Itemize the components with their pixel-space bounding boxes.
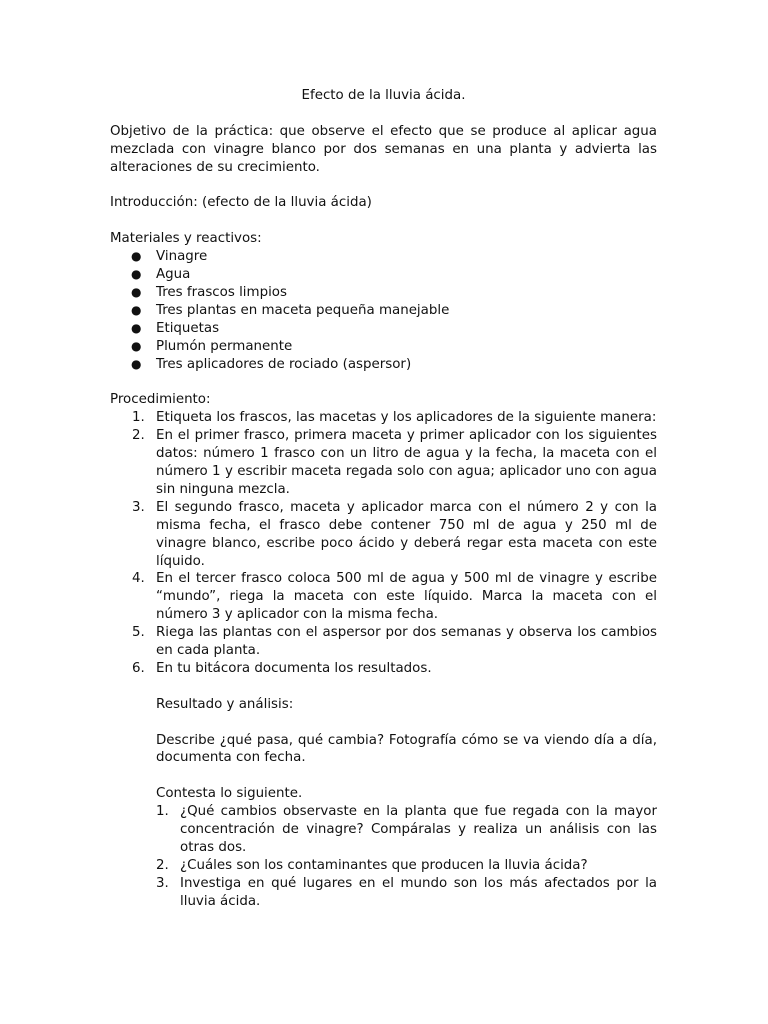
materials-heading: Materiales y reactivos: — [110, 231, 262, 247]
list-item: ● Tres frascos limpios — [131, 284, 287, 300]
procedure-heading: Procedimiento: — [110, 392, 211, 408]
procedure-step: 2. En el primer frasco, primera maceta y primer aplicador con los siguientes datos: número 1 frasco con un litro de agua y la fecha, la maceta con el número 1 y escribir maceta regada solo con agua; aplicador uno con agua sin ninguna mezcla. — [132, 428, 657, 497]
list-item: ● Agua — [131, 267, 191, 283]
results-description: Describe ¿qué pasa, qué cambia? Fotografía cómo se va viendo día a día, documenta con fecha. — [156, 732, 657, 766]
bullet-icon: ● — [131, 356, 142, 371]
introduction-line: Introducción: (efecto de la lluvia ácida) — [110, 195, 372, 211]
results-heading: Resultado y análisis: — [156, 696, 294, 712]
bullet-icon: ● — [131, 302, 142, 317]
list-item: ● Tres plantas en maceta pequeña manejable — [131, 302, 450, 318]
procedure-step: 5. Riega las plantas con el aspersor por dos semanas y observa los cambios en cada planta. — [132, 625, 657, 659]
questions-heading: Contesta lo siguiente. — [156, 786, 303, 802]
list-item: ● Vinagre — [131, 249, 208, 265]
list-item: ● Plumón permanente — [131, 338, 293, 354]
materials-list — [110, 248, 657, 373]
objective-paragraph: Objetivo de la práctica: que observe el efecto que se produce al aplicar agua mezclada con vinagre blanco por dos semanas en una planta y advierta las alteraciones de su crecimiento. — [110, 123, 657, 175]
list-item: ● Etiquetas — [131, 320, 220, 336]
question-item: 1. ¿Qué cambios observaste en la planta que fue regada con la mayor concentración de vinagre? Compáralas y realiza un análisis con las otras dos. — [156, 804, 657, 855]
procedure-step: 1. Etiqueta los frascos, las macetas y los aplicadores de la siguiente manera: — [132, 410, 657, 426]
procedure-step: 4. En el tercer frasco coloca 500 ml de agua y 500 ml de vinagre y escribe “mundo”, riega la maceta con este líquido. Marca la maceta con el número 3 y aplicador con la misma fecha. — [132, 571, 657, 623]
bullet-icon: ● — [131, 284, 142, 299]
procedure-step: 3. El segundo frasco, maceta y aplicador marca con el número 2 y con la misma fecha, el frasco debe contener 750 ml de agua y 250 ml de vinagre blanco, escribe poco ácido y deberá regar esta maceta con este líquido. — [132, 499, 657, 569]
bullet-icon: ● — [131, 338, 142, 353]
question-item: 3. Investiga en qué lugares en el mundo son los más afectados por la lluvia ácida. — [156, 875, 657, 909]
document-body — [110, 87, 657, 911]
bullet-icon: ● — [131, 320, 142, 335]
list-item: ● Tres aplicadores de rociado (aspersor) — [131, 356, 412, 372]
bullet-icon: ● — [131, 267, 142, 282]
document-title: Efecto de la lluvia ácida. — [301, 88, 466, 103]
procedure-list — [110, 409, 657, 678]
bullet-icon: ● — [131, 249, 142, 264]
question-item: 2. ¿Cuáles son los contaminantes que producen la lluvia ácida? — [156, 857, 588, 873]
questions-list — [110, 803, 657, 910]
procedure-step: 6. En tu bitácora documenta los resultados. — [132, 660, 432, 676]
